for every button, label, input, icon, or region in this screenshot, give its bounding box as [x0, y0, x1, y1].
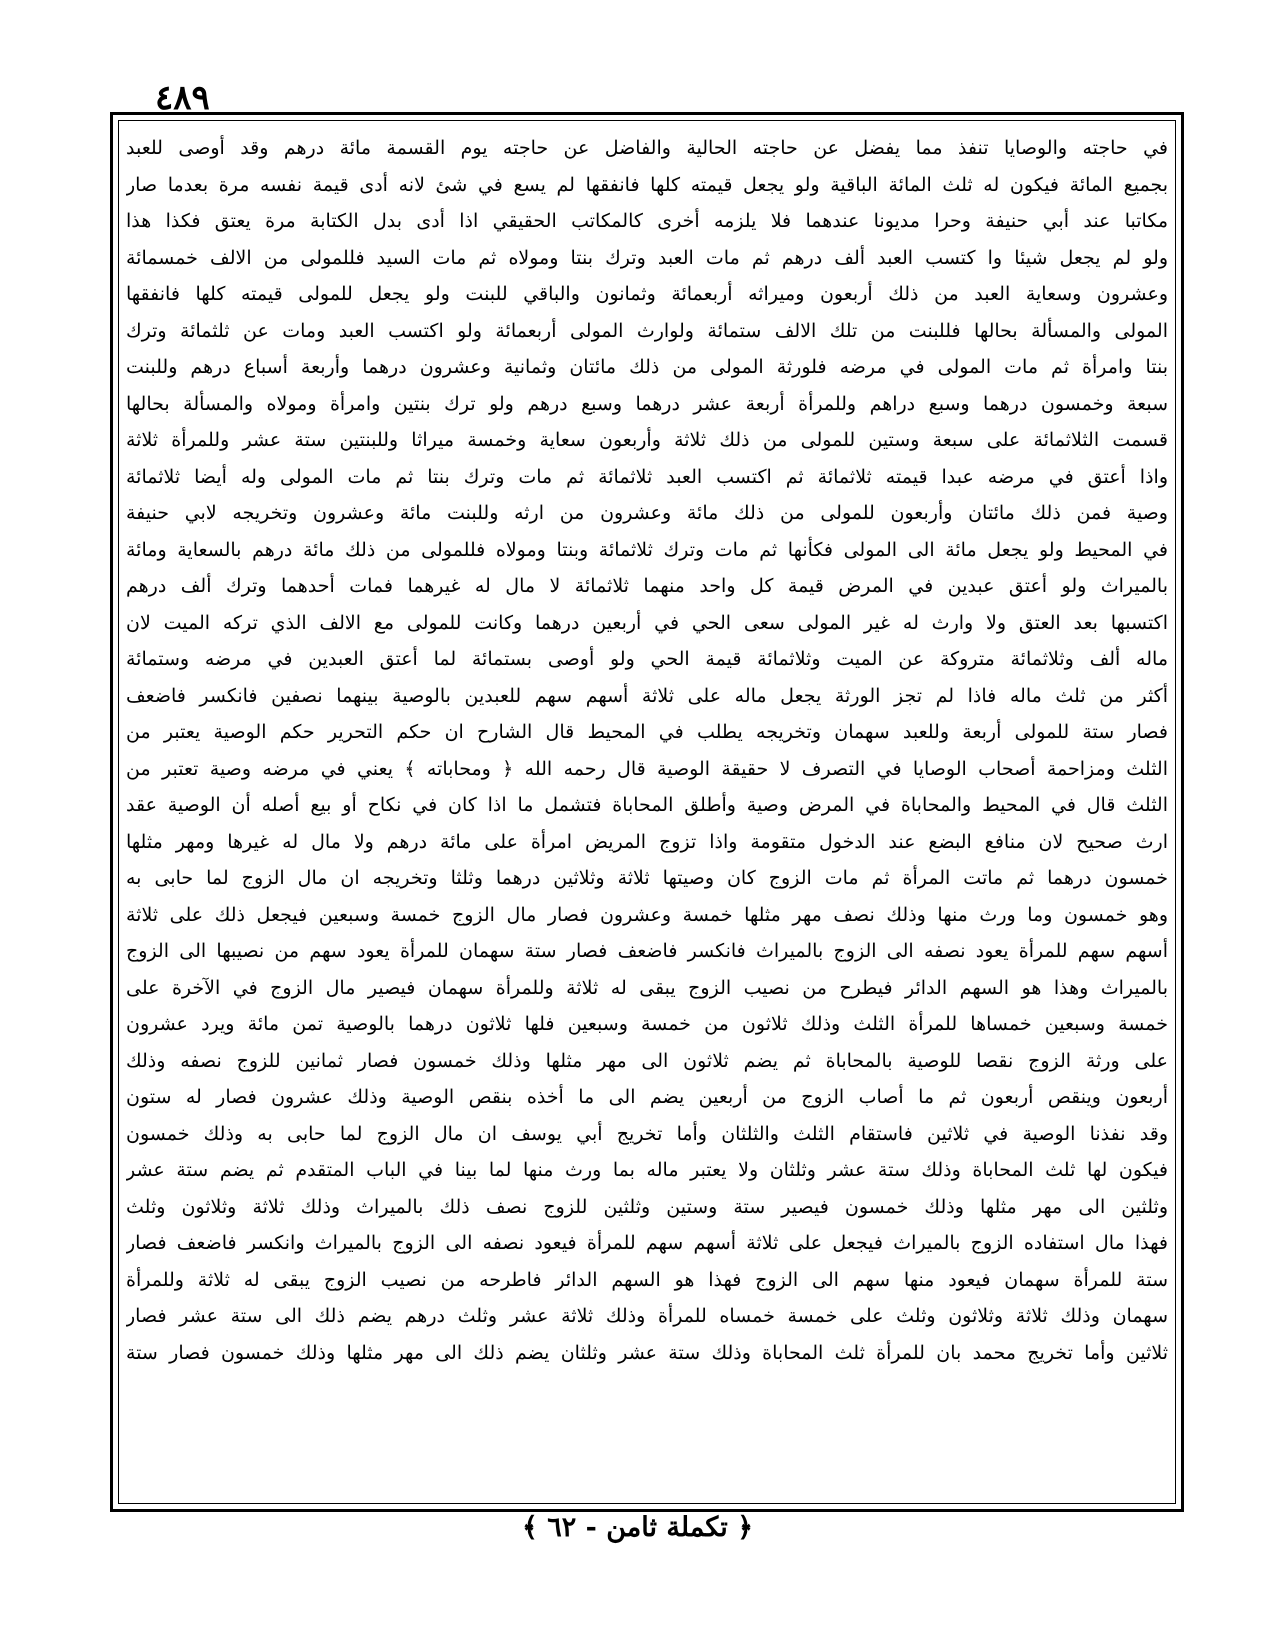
text-line: وصية فمن ذلك مائتان وأربعون للمولى من ذلك مائة وعشرون من ارثه وللبنت مائة وعشرون وتخريجه لابي حنيفة	[126, 502, 1168, 524]
text-line: وثلثين الى مهر مثلها وذلك خمسون فيصير ستة وستين وثلثين للزوج نصف ذلك بالميراث وذلك ثلاثة وثلاثون وثلث	[126, 1195, 1168, 1218]
text-line: وعشرون وسعاية العبد من ذلك أربعون وميراثه أربعمائة وثمانون والباقي للبنت ولو يجعل للمولى قيمته كلها فانفقها	[126, 283, 1168, 305]
text-line: بالميراث وهذا هو السهم الدائر فيطرح من نصيب الزوج يبقى له ثلاثة وللمرأة سهمان فيصير مال الزوج في الآخرة على	[126, 976, 1168, 999]
text-line: سبعة وخمسون درهما وسبع دراهم وللمرأة أربعة عشر درهما وسبع درهم ولو ترك بنتين وامرأة ومولاه والمسألة بحالها	[126, 392, 1168, 415]
text-line: خمسة وسبعين خمساها للمرأة الثلث وذلك ثلاثون من خمسة وسبعين فلها ثلاثون درهما بالوصية تمن مائة ويرد عشرون	[126, 1013, 1168, 1035]
text-line: أربعون وينقص أربعون ثم ما أصاب الزوج من أربعين يضم الى ما أخذه بنقص الوصية وذلك عشرون فصار له ستون	[126, 1086, 1168, 1108]
text-line: سهمان وذلك ثلاثة وثلاثون وثلث على خمسة خمساه للمرأة وذلك ثلاثة عشر وثلث درهم يضم ذلك الى ستة عشر فصار	[126, 1305, 1168, 1327]
page-number: ٤٨٩	[155, 78, 210, 118]
text-line: ارث صحيح لان منافع البضع عند الدخول متقومة واذا تزوج المريض امرأة على مائة درهم ولا مال له غيرها ومهر مثلها	[126, 830, 1168, 853]
text-line: خمسون درهما ثم ماتت المرأة ثم مات الزوج كان وصيتها ثلاثة وثلاثين درهما وثلثا وتخريجه ان مال الزوج لما حابى به	[126, 867, 1168, 889]
text-line: أكثر من ثلث ماله فاذا لم تجز الورثة يجعل ماله على ثلاثة أسهم سهم للعبدين بالوصية بينهما نصفين فانكسر فاضعف	[126, 684, 1168, 707]
text-line: وهو خمسون وما ورث منها وذلك نصف مهر مثلها خمسة وعشرون فصار مال الزوج خمسة وسبعين فيجعل ذلك على ثلاثة	[126, 903, 1168, 926]
text-line: فصار ستة للمولى أربعة وللعبد سهمان وتخريجه يطلب في المحيط قال الشارح ان حكم التحرير حكم الوصية يعتبر من	[126, 721, 1168, 743]
text-line: ماله ألف وثلاثمائة متروكة عن الميت وثلاثمائة قيمة الحي ولو أوصى بستمائة لما أعتق العبدين في مرضه وستمائة	[126, 648, 1168, 670]
text-line: ولو لم يجعل شيئا وا كتسب العبد ألف درهم ثم مات العبد وترك بنتا ومولاه ثم مات السيد فللمولى من الالف خمسمائة	[126, 246, 1168, 269]
text-line: على ورثة الزوج نقصا للوصية بالمحاباة ثم يضم ثلاثون الى مهر مثلها وذلك خمسون فصار ثمانين للزوج نصفه وذلك	[126, 1049, 1168, 1072]
text-line: أسهم سهم للمرأة يعود نصفه الى الزوج بالميراث فانكسر فاضعف فصار ستة سهمان للمرأة يعود سهم من نصيبها الى الزوج	[126, 940, 1168, 962]
text-line: فهذا مال استفاده الزوج بالميراث فيجعل على ثلاثة أسهم سهم للمرأة فيعود نصفه الى الزوج بالميراث وانكسر فاضعف فصار	[126, 1232, 1168, 1254]
text-line: اكتسبها بعد العتق ولا وارث له غير المولى سعى الحي في أربعين درهما وكانت للمولى مع الالف الذي تركه الميت لان	[126, 611, 1168, 634]
text-body	[126, 130, 1168, 1502]
text-line: في المحيط ولو يجعل مائة الى المولى فكأنها ثم مات وترك ثلاثمائة وبنتا ومولاه فللمولى من ذلك مائة درهم بالسعاية ومائة	[126, 538, 1168, 561]
text-line: الثلث ومزاحمة أصحاب الوصايا في التصرف لا حقيقة الوصية قال رحمه الله ﴿ ومحاباته ﴾ يعني في مرضه وصية تعتبر من	[126, 757, 1168, 780]
text-line: وقد نفذنا الوصية في ثلاثين فاستقام الثلث والثلثان وأما تخريج أبي يوسف ان مال الزوج لما حابى به وذلك خمسون	[126, 1122, 1168, 1145]
text-line: المولى والمسألة بحالها فللبنت من تلك الالف ستمائة ولوارث المولى أربعمائة ولو اكتسب العبد ومات عن ثلثمائة وترك	[126, 319, 1168, 342]
page-footer: ﴿ تكملة ثامن - ٦٢ ﴾	[521, 1512, 754, 1543]
text-line: بنتا وامرأة ثم مات المولى في مرضه فلورثة المولى من ذلك مائتان وثمانية وعشرون درهما وأربعة أسباع درهم وللبنت	[126, 356, 1168, 378]
text-line: مكاتبا عند أبي حنيفة وحرا مديونا عندهما فلا يلزمه أخرى كالمكاتب الحقيقي اذا أدى بدل الكتابة مرة يعتق فكذا هذا	[126, 210, 1168, 232]
text-line: واذا أعتق في مرضه عبدا قيمته ثلاثمائة ثم اكتسب العبد ثلاثمائة ثم مات وترك بنتا ثم مات المولى وله أيضا ثلاثمائة	[126, 465, 1168, 488]
text-line: في حاجته والوصايا تنفذ مما يفضل عن حاجته الحالية والفاضل عن حاجته يوم القسمة مائة درهم وقد أوصى للعبد	[126, 137, 1168, 159]
text-line: بجميع المائة فيكون له ثلث المائة الباقية ولو يجعل قيمته كلها فانفقها لم يسع في شئ لانه أدى قيمة نفسه مرة بعدما صار	[126, 173, 1168, 196]
text-line: قسمت الثلاثمائة على سبعة وستين للمولى من ذلك ثلاثة وأربعون سعاية وخمسة ميراثا وللبنتين ستة عشر وللمرأة ثلاثة	[126, 429, 1168, 451]
text-line: ثلاثين وأما تخريج محمد بان للمرأة ثلث المحاباة وذلك ستة عشر وثلثان يضم ذلك الى مهر مثلها وذلك خمسون فصار ستة	[126, 1341, 1168, 1364]
text-line: ستة للمرأة سهمان فيعود منها سهم الى الزوج فهذا هو السهم الدائر فاطرحه من نصيب الزوج يبقى له ثلاثة وللمرأة	[126, 1268, 1168, 1291]
text-line: بالميراث ولو أعتق عبدين في المرض قيمة كل واحد منهما ثلاثمائة لا مال له غيرهما فمات أحدهما وترك ألف درهم	[126, 575, 1168, 597]
text-line: فيكون لها ثلث المحاباة وذلك ستة عشر وثلثان ولا يعتبر ماله بما ورث منها لما بينا في الباب المتقدم ثم يضم ستة عشر	[126, 1159, 1168, 1181]
text-line: الثلث قال في المحيط والمحاباة في المرض وصية وأطلق المحاباة فتشمل ما اذا كان في نكاح أو بيع أصله أن الوصية عقد	[126, 794, 1168, 816]
